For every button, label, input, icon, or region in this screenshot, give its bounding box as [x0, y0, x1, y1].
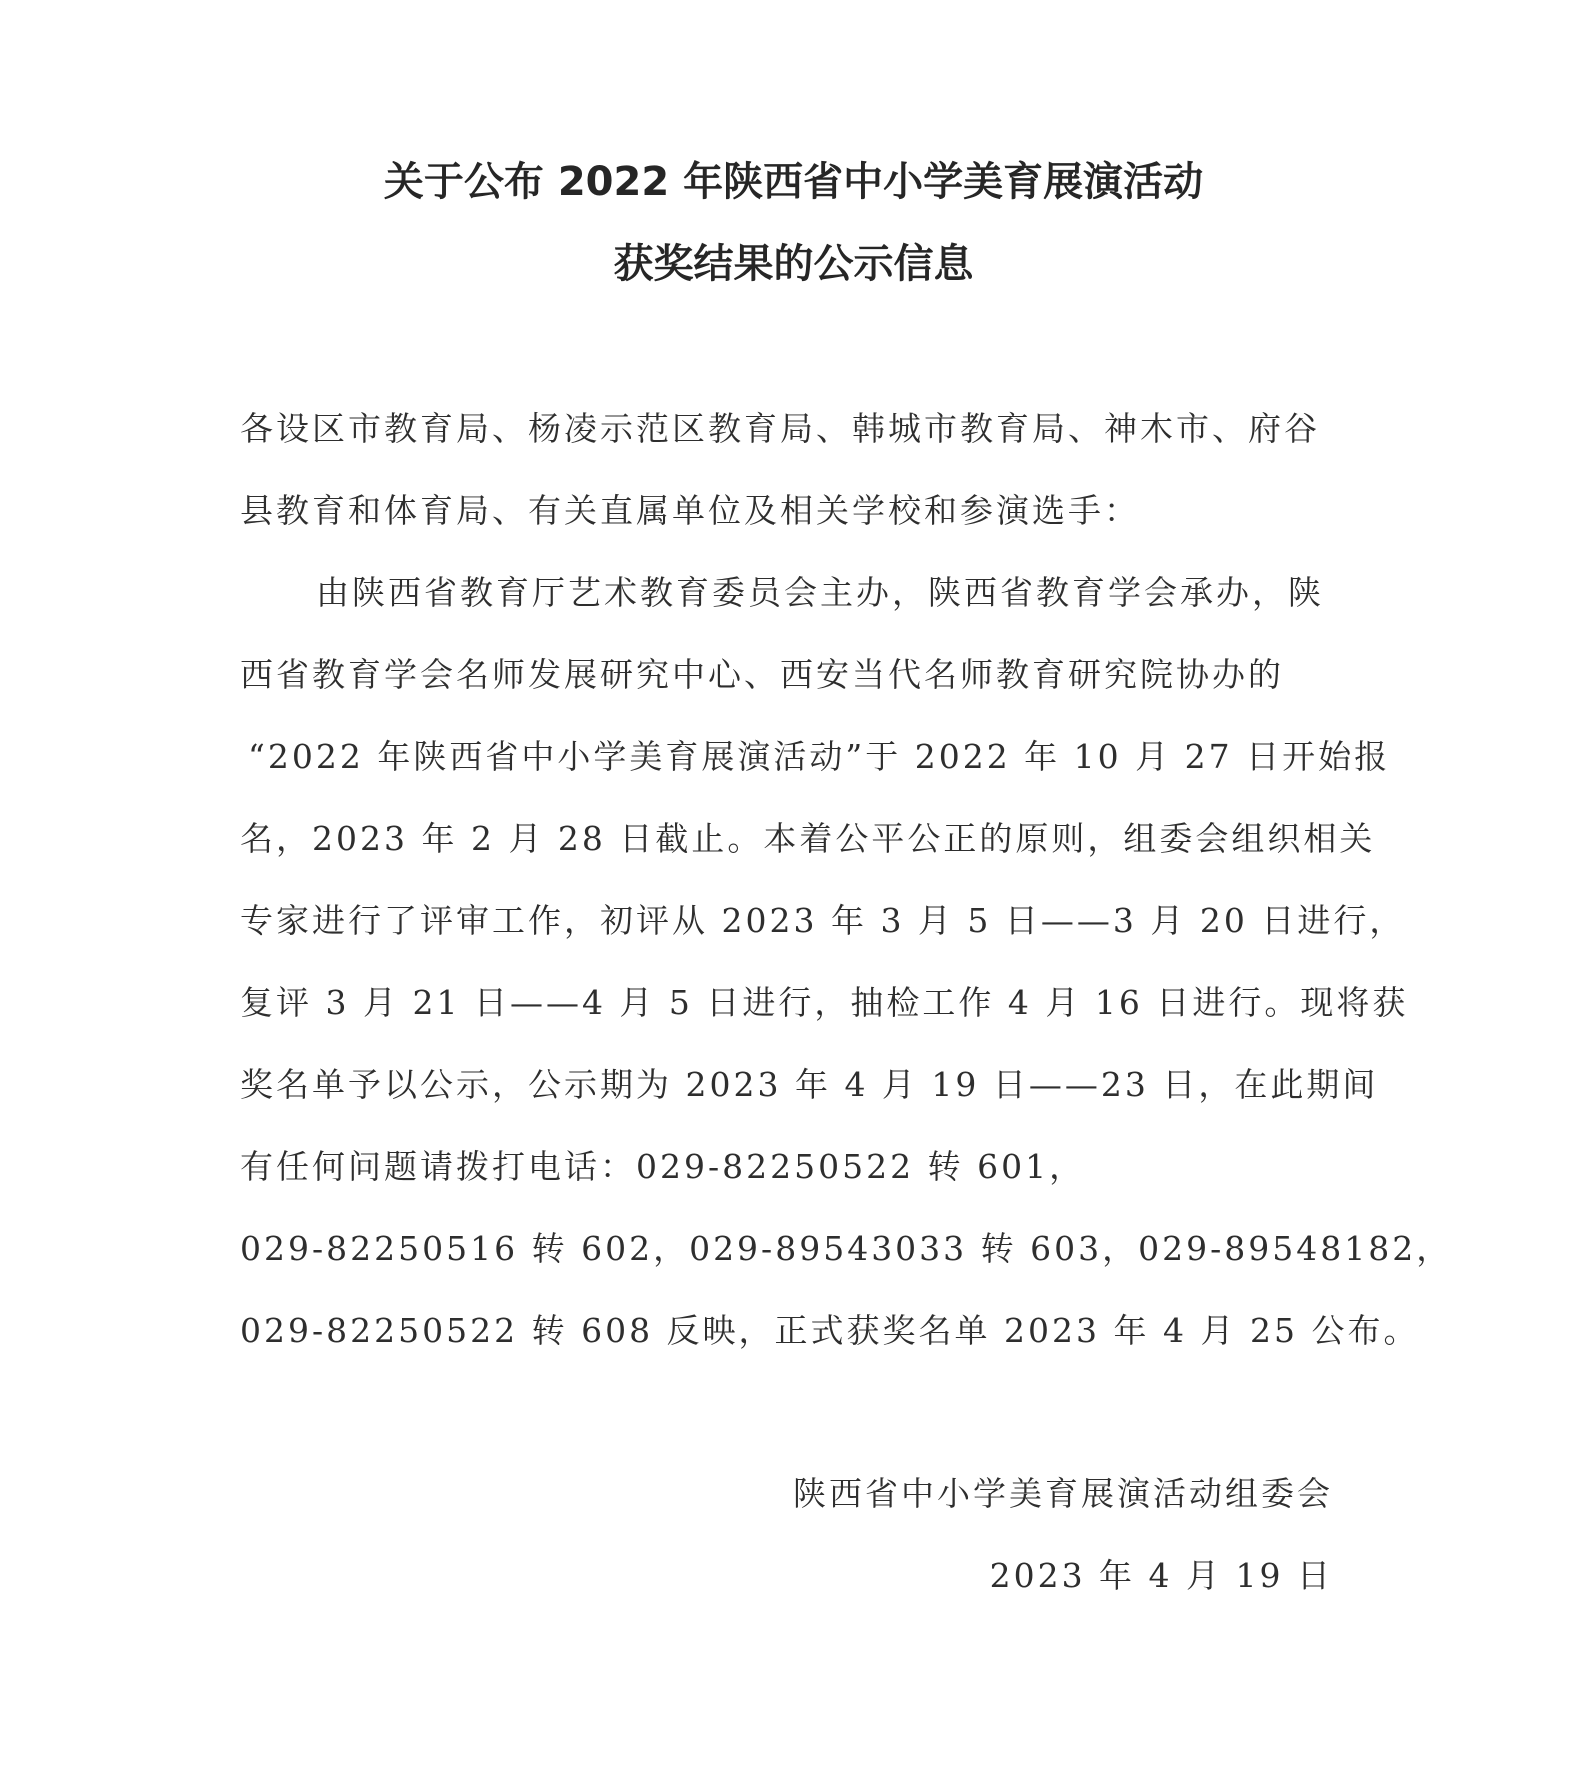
salutation-line-2: 县教育和体育局、有关直属单位及相关学校和参演选手： — [240, 491, 1140, 530]
body-line-3: “2022 年陕西省中小学美育展演活动”于 2022 年 10 月 27 日开始报 — [248, 737, 1391, 776]
document-title-line-1: 关于公布 2022 年陕西省中小学美育展演活动 — [383, 159, 1204, 205]
body-line-8: 有任何问题请拨打电话：029-82250522 转 601， — [240, 1147, 1086, 1186]
body-line-4: 名，2023 年 2 月 28 日截止。本着公平公正的原则，组委会组织相关 — [240, 819, 1376, 858]
body-line-6: 复评 3 月 21 日——4 月 5 日进行，抽检工作 4 月 16 日进行。现将获 — [240, 983, 1409, 1022]
body-line-9: 029-82250516 转 602，029-89543033 转 603，029-89548182， — [240, 1229, 1453, 1268]
salutation-line-1: 各设区市教育局、杨凌示范区教育局、韩城市教育局、神木市、府谷 — [240, 409, 1320, 448]
body-line-7: 奖名单予以公示，公示期为 2023 年 4 月 19 日——23 日，在此期间 — [240, 1065, 1379, 1104]
body-line-5: 专家进行了评审工作，初评从 2023 年 3 月 5 日——3 月 20 日进行， — [240, 901, 1406, 940]
signature-organization: 陕西省中小学美育展演活动组委会 — [793, 1474, 1333, 1513]
signature-date: 2023 年 4 月 19 日 — [989, 1556, 1333, 1595]
document-title-line-2: 获奖结果的公示信息 — [613, 241, 974, 287]
body-line-2: 西省教育学会名师发展研究中心、西安当代名师教育研究院协办的 — [240, 655, 1284, 694]
body-line-1: 由陕西省教育厅艺术教育委员会主办，陕西省教育学会承办，陕 — [316, 573, 1324, 612]
body-line-10: 029-82250522 转 608 反映，正式获奖名单 2023 年 4 月 25 公布。 — [240, 1311, 1420, 1350]
